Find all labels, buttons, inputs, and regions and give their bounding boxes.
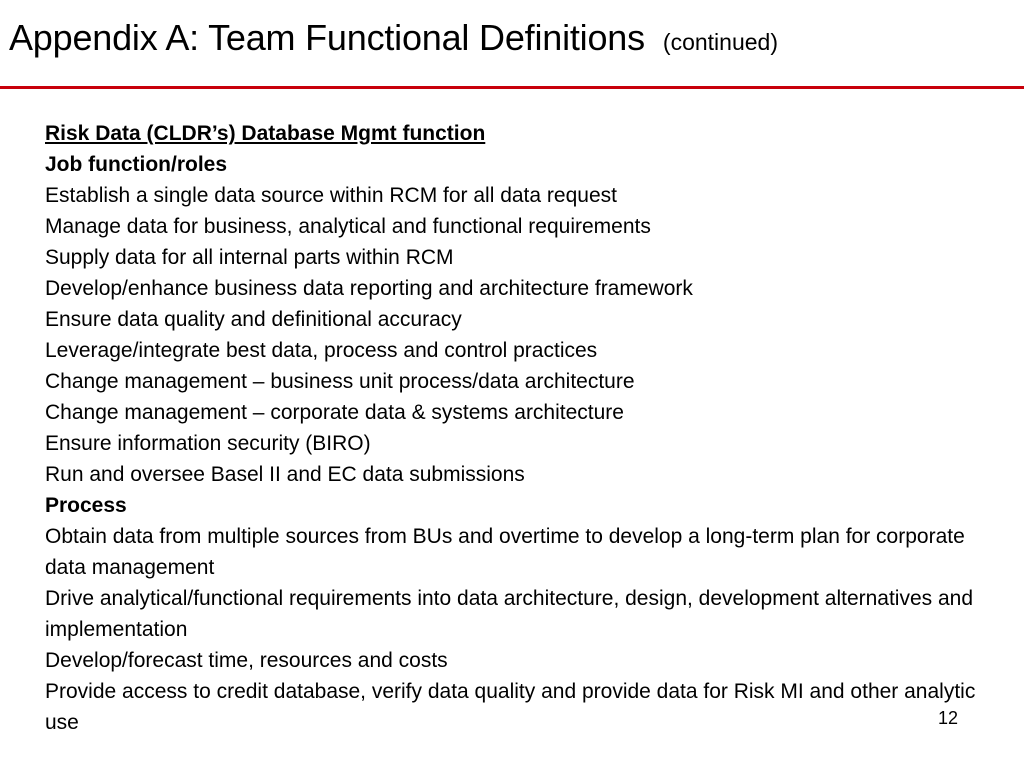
job-function-heading: Job function/roles — [45, 153, 228, 176]
process-item: Develop/forecast time, resources and costs — [45, 649, 448, 672]
job-function-item: Manage data for business, analytical and functional requirements — [45, 215, 651, 238]
job-function-list — [45, 180, 1005, 490]
job-function-item: Establish a single data source within RCM for all data request — [45, 184, 617, 207]
slide-title-suffix: (continued) — [662, 29, 778, 55]
job-function-item: Develop/enhance business data reporting and architecture framework — [45, 277, 693, 300]
process-list — [45, 521, 1005, 738]
job-function-item: Ensure data quality and definitional accuracy — [45, 308, 462, 331]
slide-title — [9, 17, 778, 58]
job-function-item: Leverage/integrate best data, process and control practices — [45, 339, 598, 362]
process-item: Obtain data from multiple sources from BUs and overtime to develop a long-term plan for corporate data management — [45, 525, 965, 579]
job-function-item: Change management – business unit process/data architecture — [45, 370, 635, 393]
slide-title-main: Appendix A: Team Functional Definitions — [9, 17, 645, 58]
title-divider-rule — [0, 86, 1024, 89]
job-function-item: Ensure information security (BIRO) — [45, 432, 371, 455]
process-heading: Process — [45, 494, 127, 517]
job-function-item: Supply data for all internal parts within RCM — [45, 246, 454, 269]
slide-body — [45, 118, 1005, 738]
page-number: 12 — [938, 708, 959, 728]
section-heading: Risk Data (CLDR’s) Database Mgmt function — [45, 122, 486, 145]
job-function-item: Run and oversee Basel II and EC data submissions — [45, 463, 525, 486]
job-function-item: Change management – corporate data & systems architecture — [45, 401, 624, 424]
process-item: Provide access to credit database, verify data quality and provide data for Risk MI and other analytic use — [45, 680, 976, 734]
process-item: Drive analytical/functional requirements into data architecture, design, development alternatives and implementation — [45, 587, 974, 641]
